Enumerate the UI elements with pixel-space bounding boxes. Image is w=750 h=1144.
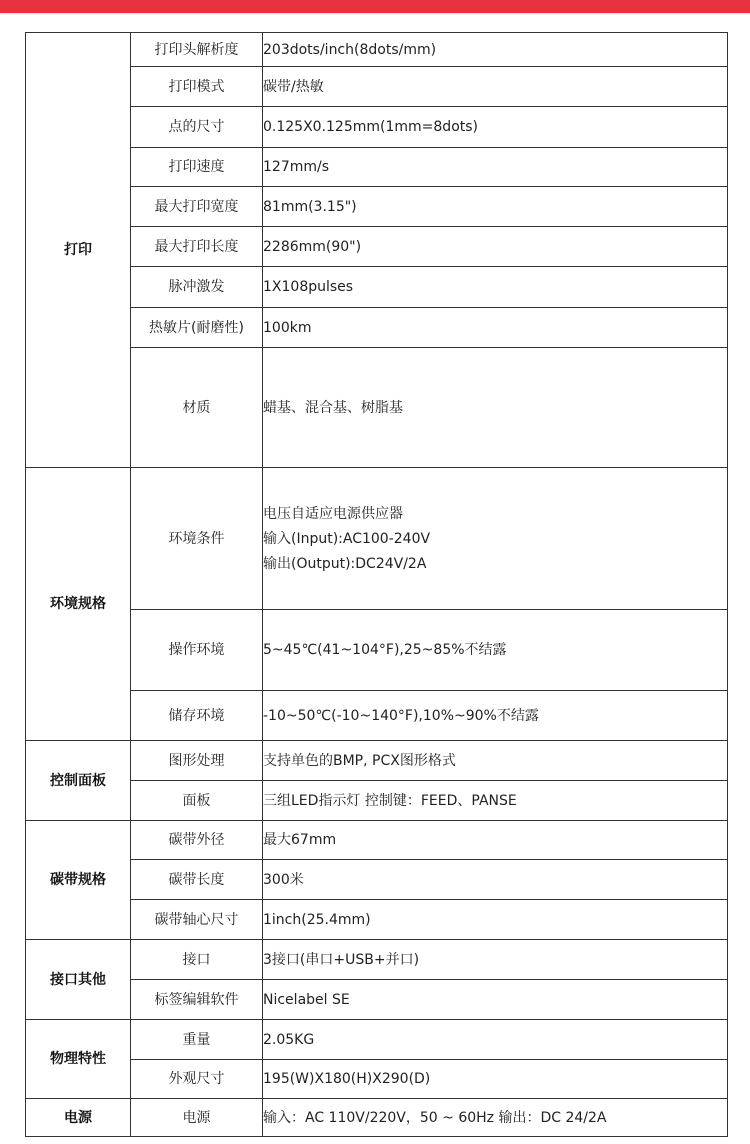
row-value: 1inch(25.4mm) [263,900,728,940]
row-label: 图形处理 [131,741,263,781]
table-row [26,821,728,860]
row-value: 蜡基、混合基、树脂基 [263,348,728,468]
spec-table [25,32,728,1137]
table-row [26,1020,728,1060]
table-row [26,1060,728,1099]
table-row [26,940,728,980]
row-label: 面板 [131,781,263,821]
value-line: 输入(Input):AC100-240V [263,530,431,547]
table-row [26,781,728,821]
table-row [26,468,728,610]
row-label: 储存环境 [131,691,263,741]
table-row [26,187,728,227]
value-line: 输出(Output):DC24V/2A [263,555,427,572]
value-line: 电压自适应电源供应器 [263,505,403,522]
row-value: 300米 [263,860,728,900]
table-row [26,33,728,67]
row-label: 打印速度 [131,148,263,187]
table-row [26,610,728,691]
table-row [26,148,728,187]
table-row [26,67,728,107]
category-control-panel: 控制面板 [26,741,131,821]
row-value: 195(W)X180(H)X290(D) [263,1060,728,1099]
row-label: 材质 [131,348,263,468]
row-label: 操作环境 [131,610,263,691]
table-row [26,900,728,940]
row-value: -10~50℃(-10~140°F),10%~90%不结露 [263,691,728,741]
table-row [26,227,728,267]
row-value: 100km [263,308,728,348]
table-row [26,308,728,348]
row-value: 碳带/热敏 [263,67,728,107]
row-value: 输入：AC 110V/220V，50 ~ 60Hz 输出：DC 24/2A [263,1099,728,1137]
row-value: 0.125X0.125mm(1mm=8dots) [263,107,728,148]
row-label: 碳带长度 [131,860,263,900]
top-accent-bar [0,0,750,13]
row-label: 点的尺寸 [131,107,263,148]
row-label: 打印模式 [131,67,263,107]
row-value: 127mm/s [263,148,728,187]
row-value: 5~45℃(41~104°F),25~85%不结露 [263,610,728,691]
row-value: 203dots/inch(8dots/mm) [263,33,728,67]
row-value-multiline [263,468,728,610]
row-label: 打印头解析度 [131,33,263,67]
row-label: 电源 [131,1099,263,1137]
row-label: 重量 [131,1020,263,1060]
row-value: 2.05KG [263,1020,728,1060]
row-label: 接口 [131,940,263,980]
table-row [26,860,728,900]
row-value: Nicelabel SE [263,980,728,1020]
row-value: 支持单色的BMP, PCX图形格式 [263,741,728,781]
row-value: 2286mm(90") [263,227,728,267]
table-row [26,1099,728,1137]
table-row [26,267,728,308]
category-print: 打印 [26,33,131,468]
table-row [26,741,728,781]
row-value: 三组LED指示灯 控制键：FEED、PANSE [263,781,728,821]
row-label: 最大打印长度 [131,227,263,267]
row-value: 1X108pulses [263,267,728,308]
row-label: 脉冲激发 [131,267,263,308]
row-label: 外观尺寸 [131,1060,263,1099]
category-environment: 环境规格 [26,468,131,741]
row-value: 81mm(3.15") [263,187,728,227]
row-label: 环境条件 [131,468,263,610]
row-label: 碳带轴心尺寸 [131,900,263,940]
category-ribbon: 碳带规格 [26,821,131,940]
table-row [26,980,728,1020]
row-label: 标签编辑软件 [131,980,263,1020]
category-power: 电源 [26,1099,131,1137]
category-physical: 物理特性 [26,1020,131,1099]
row-value: 3接口(串口+USB+并口) [263,940,728,980]
table-row [26,348,728,468]
row-label: 碳带外径 [131,821,263,860]
row-value: 最大67mm [263,821,728,860]
table-row [26,691,728,741]
row-label: 最大打印宽度 [131,187,263,227]
category-interface: 接口其他 [26,940,131,1020]
table-row [26,107,728,148]
row-label: 热敏片(耐磨性) [131,308,263,348]
